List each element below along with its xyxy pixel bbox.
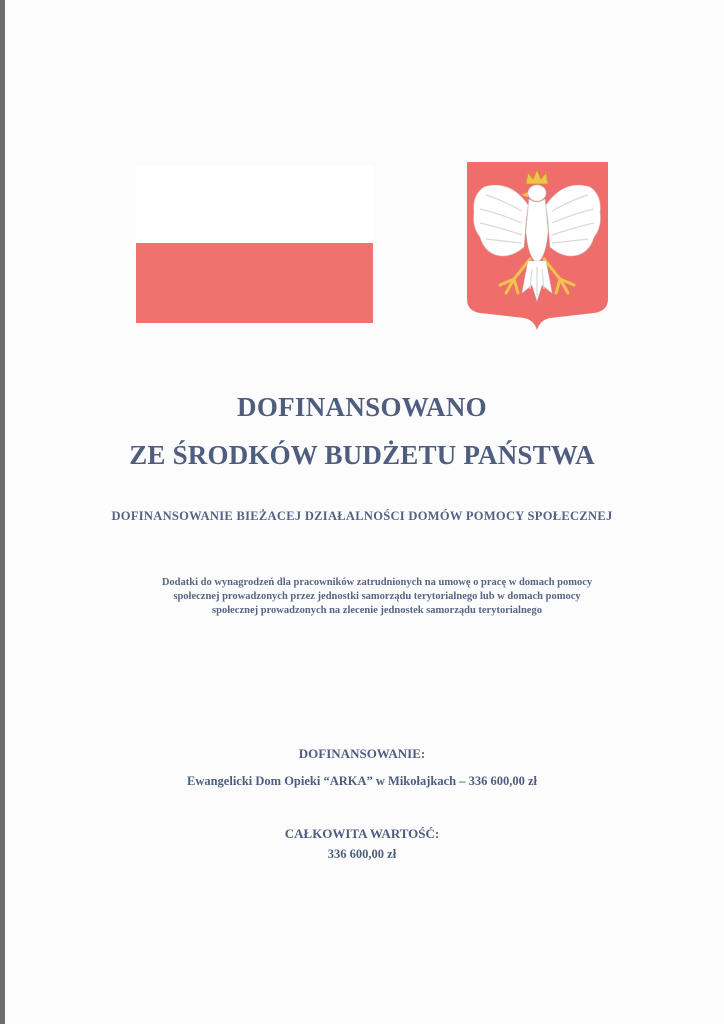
program-name: DOFINANSOWANIE BIEŻACEJ DZIAŁALNOŚCI DOMÓW POMOCY SPOŁECZNEJ — [111, 509, 613, 523]
description-line: Dodatki do wynagrodzeń dla pracowników zatrudnionych na umowę o pracę w domach pomocy — [161, 577, 593, 588]
project-description — [92, 576, 662, 618]
flag-white-stripe — [136, 166, 373, 243]
funding-label: DOFINANSOWANIE: — [298, 746, 426, 761]
white-eagle-coat-of-arms-icon — [466, 161, 609, 331]
description-line: społecznej prowadzonych przez jednostki samorządu terytorialnego lub w domach pomocy — [173, 591, 581, 602]
flag-red-stripe — [136, 243, 373, 323]
polish-flag-icon — [136, 166, 373, 323]
page-subtitle: ZE ŚRODKÓW BUDŻETU PAŃSTWA — [129, 440, 595, 470]
description-line: społecznej prowadzonych na zlecenie jednostek samorządu terytorialnego — [212, 605, 542, 616]
funding-value: Ewangelicki Dom Opieki “ARKA” w Mikołajkach – 336 600,00 zł — [186, 774, 537, 788]
page-title: DOFINANSOWANO — [237, 392, 487, 422]
total-value: 336 600,00 zł — [327, 847, 397, 861]
total-label: CAŁKOWITA WARTOŚĆ: — [284, 826, 440, 841]
